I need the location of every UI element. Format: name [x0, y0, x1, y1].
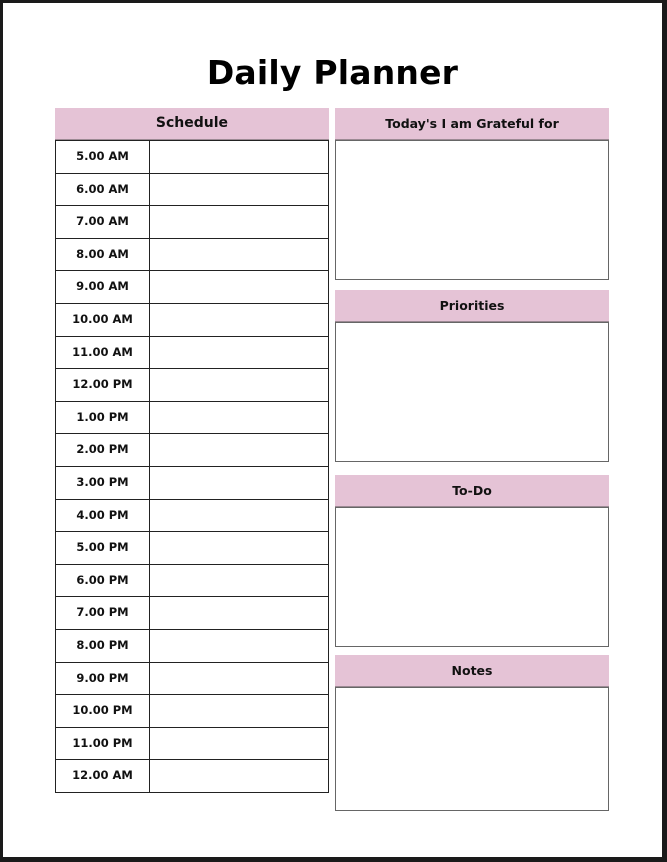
schedule-time-label: 11.00 AM: [56, 337, 150, 369]
grateful-section: [335, 108, 609, 280]
schedule-entry-slot[interactable]: [150, 239, 328, 271]
schedule-time-label: 4.00 PM: [56, 500, 150, 532]
schedule-entry-slot[interactable]: [150, 141, 328, 173]
schedule-row: [56, 368, 328, 401]
schedule-row: [56, 499, 328, 532]
schedule-time-label: 10.00 PM: [56, 695, 150, 727]
schedule-time-label: 11.00 PM: [56, 728, 150, 760]
schedule-entry-slot[interactable]: [150, 695, 328, 727]
schedule-time-label: 6.00 PM: [56, 565, 150, 597]
schedule-time-label: 7.00 AM: [56, 206, 150, 238]
schedule-row: [56, 238, 328, 271]
schedule-row: [56, 564, 328, 597]
schedule-time-label: 12.00 AM: [56, 760, 150, 792]
schedule-entry-slot[interactable]: [150, 500, 328, 532]
schedule-time-label: 2.00 PM: [56, 434, 150, 466]
schedule-entry-slot[interactable]: [150, 271, 328, 303]
schedule-row: [56, 662, 328, 695]
schedule-row: [56, 401, 328, 434]
notes-header: Notes: [335, 655, 609, 687]
schedule-row: [56, 596, 328, 629]
priorities-header: Priorities: [335, 290, 609, 322]
schedule-row: [56, 205, 328, 238]
schedule-entry-slot[interactable]: [150, 467, 328, 499]
page-title: Daily Planner: [206, 53, 459, 92]
schedule-time-label: 8.00 PM: [56, 630, 150, 662]
schedule-entry-slot[interactable]: [150, 174, 328, 206]
todo-section: [335, 475, 609, 647]
todo-box[interactable]: [335, 507, 609, 647]
schedule-row: [56, 173, 328, 206]
schedule-time-label: 8.00 AM: [56, 239, 150, 271]
schedule-entry-slot[interactable]: [150, 206, 328, 238]
schedule-row: [56, 140, 328, 173]
schedule-entry-slot[interactable]: [150, 565, 328, 597]
notes-box[interactable]: [335, 687, 609, 811]
schedule-entry-slot[interactable]: [150, 434, 328, 466]
priorities-box[interactable]: [335, 322, 609, 462]
planner-page: [3, 3, 662, 857]
schedule-entry-slot[interactable]: [150, 597, 328, 629]
schedule-entry-slot[interactable]: [150, 728, 328, 760]
priorities-section: [335, 290, 609, 462]
schedule-header: Schedule: [55, 108, 329, 140]
schedule-time-label: 12.00 PM: [56, 369, 150, 401]
schedule-row: [56, 759, 328, 792]
schedule-row: [56, 433, 328, 466]
schedule-row: [56, 694, 328, 727]
schedule-time-label: 5.00 PM: [56, 532, 150, 564]
grateful-header: Today's I am Grateful for: [335, 108, 609, 140]
schedule-entry-slot[interactable]: [150, 304, 328, 336]
schedule-entry-slot[interactable]: [150, 402, 328, 434]
schedule-time-label: 5.00 AM: [56, 141, 150, 173]
schedule-time-label: 7.00 PM: [56, 597, 150, 629]
schedule-time-label: 1.00 PM: [56, 402, 150, 434]
schedule-table: [55, 140, 329, 793]
schedule-row: [56, 629, 328, 662]
schedule-time-label: 6.00 AM: [56, 174, 150, 206]
schedule-entry-slot[interactable]: [150, 760, 328, 792]
schedule-row: [56, 270, 328, 303]
notes-section: [335, 655, 609, 811]
schedule-entry-slot[interactable]: [150, 369, 328, 401]
schedule-section: [55, 108, 329, 793]
schedule-row: [56, 531, 328, 564]
schedule-row: [56, 466, 328, 499]
schedule-time-label: 10.00 AM: [56, 304, 150, 336]
schedule-entry-slot[interactable]: [150, 630, 328, 662]
schedule-row: [56, 727, 328, 760]
schedule-entry-slot[interactable]: [150, 663, 328, 695]
grateful-box[interactable]: [335, 140, 609, 280]
schedule-row: [56, 303, 328, 336]
schedule-time-label: 9.00 AM: [56, 271, 150, 303]
schedule-time-label: 3.00 PM: [56, 467, 150, 499]
schedule-row: [56, 336, 328, 369]
schedule-entry-slot[interactable]: [150, 532, 328, 564]
todo-header: To-Do: [335, 475, 609, 507]
schedule-entry-slot[interactable]: [150, 337, 328, 369]
schedule-time-label: 9.00 PM: [56, 663, 150, 695]
